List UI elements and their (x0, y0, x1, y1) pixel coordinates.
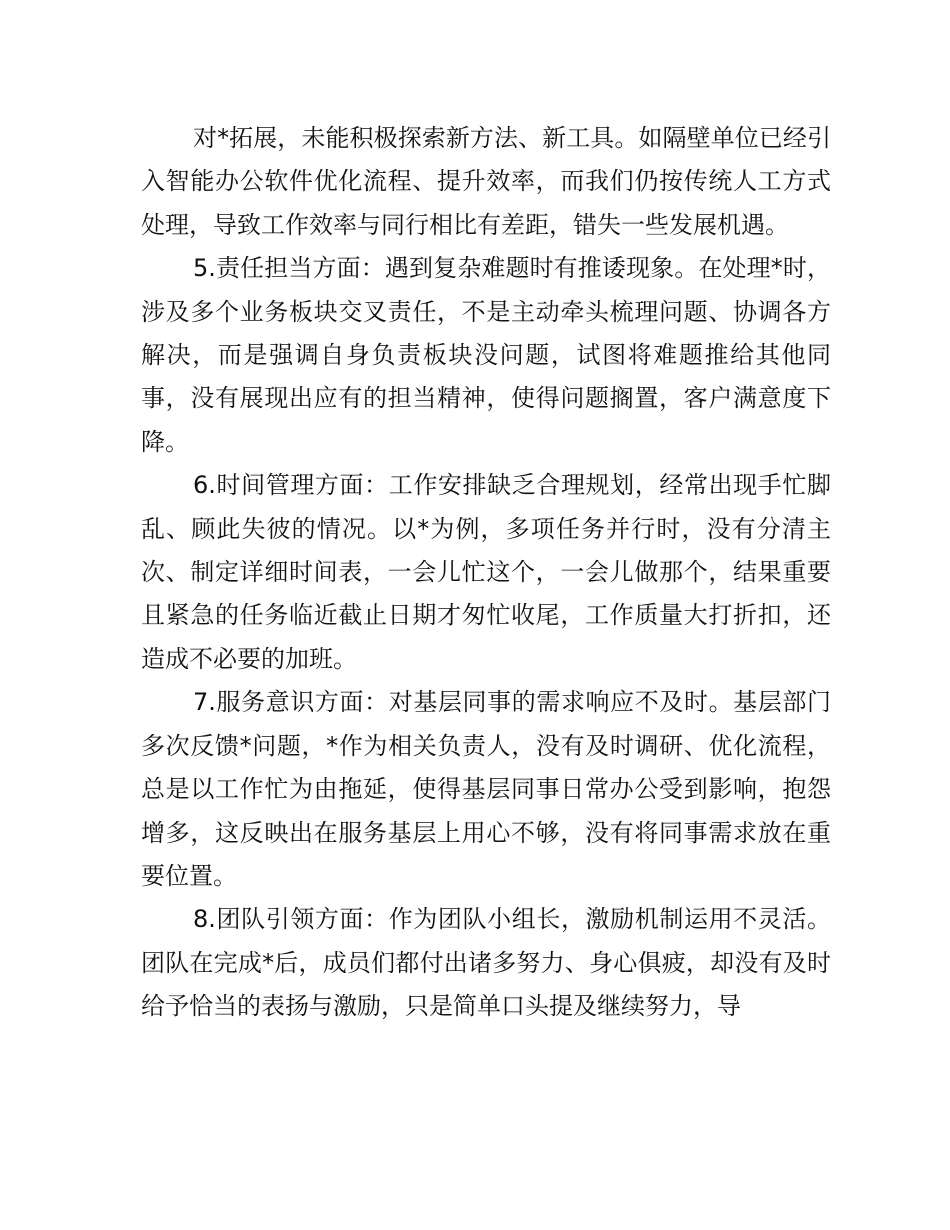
paragraph-team-leadership: 8.团队引领方面：作为团队小组长，激励机制运用不灵活。团队在完成*后，成员们都付出诸多努力、身心俱疲，却没有及时给予恰当的表扬与激励，只是简单口头提及继续努力，导 (141, 905, 831, 1021)
paragraph-time-management: 6.时间管理方面：工作安排缺乏合理规划，经常出现手忙脚乱、顾此失彼的情况。以*为例，多项任务并行时，没有分清主次、制定详细时间表，一会儿忙这个，一会儿做那个，结果重要且紧急的任务临近截止日期才匆忙收尾，工作质量大打折扣，还造成不必要的加班。 (141, 471, 831, 673)
paragraph-innovation-continued: 对*拓展，未能积极探索新方法、新工具。如隔壁单位已经引入智能办公软件优化流程、提升效率，而我们仍按传统人工方式处理，导致工作效率与同行相比有差距，错失一些发展机遇。 (141, 124, 831, 239)
document-page (141, 117, 831, 1029)
paragraph-responsibility: 5.责任担当方面：遇到复杂难题时有推诿现象。在处理*时，涉及多个业务板块交叉责任，不是主动牵头梳理问题、协调各方解决，而是强调自身负责板块没问题，试图将难题推给其他同事，没有展现出应有的担当精神，使得问题搁置，客户满意度下降。 (141, 254, 831, 456)
paragraph-service-awareness: 7.服务意识方面：对基层同事的需求响应不及时。基层部门多次反馈*问题，*作为相关负责人，没有及时调研、优化流程，总是以工作忙为由拖延，使得基层同事日常办公受到影响，抱怨增多，这反映出在服务基层上用心不够，没有将同事需求放在重要位置。 (141, 688, 831, 890)
